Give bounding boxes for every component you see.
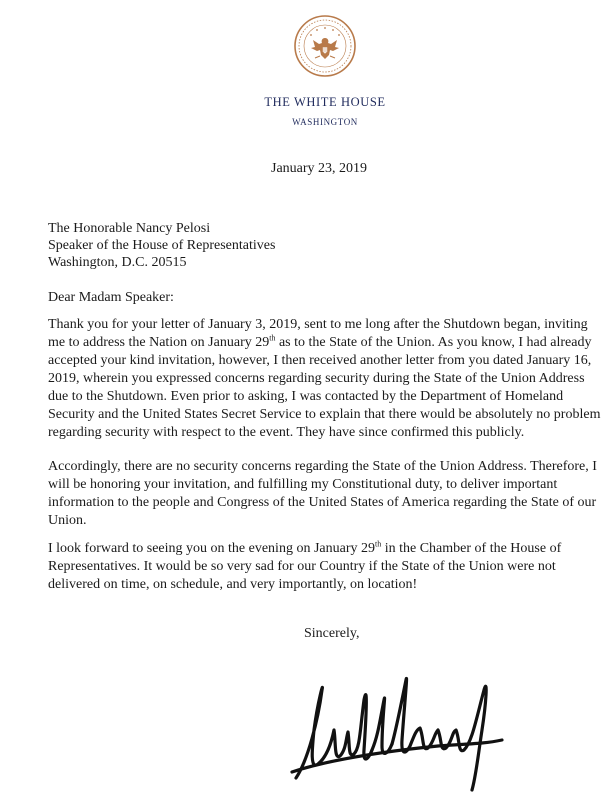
recipient-city: Washington, D.C. 20515 <box>48 255 187 270</box>
paragraph-2: Accordingly, there are no security concerns regarding the State of the Union Address. Therefore, I will be honoring your invitation, and fulfilling my Constitutional duty, to deliver important information to the people and Congress of the United States of America regarding the State of our Union. <box>48 459 597 528</box>
letter-date: January 23, 2019 <box>271 161 368 176</box>
recipient-name: The Honorable Nancy Pelosi <box>48 221 211 236</box>
paragraph-1-part-2: as to the State of the Union. As you know, I had already accepted your kind invitation, however, I then received another letter from you dated January 16, 2019, wherein you expressed concerns regarding security during the State of the Union Address due to the Shutdown. Even prior to asking, I was contacted by the Department of Homeland Security and the United States Secret Service to explain that there would be absolutely no problem regarding security with respect to the event. They have since confirmed this publicly. <box>48 335 601 440</box>
ordinal-suffix: th <box>374 539 382 549</box>
paragraph-3-part-1: I look forward to seeing you on the evening on January 29 <box>48 541 375 556</box>
paragraph-1 <box>48 316 608 442</box>
paragraph-3 <box>48 540 608 594</box>
paragraph-1-part-1: Thank you for your letter of January 3, 2019, sent to me long after the Shutdown began, inviting me to address the Nation on January 29 <box>48 317 588 350</box>
paragraph-3-part-2: in the Chamber of the House of Representatives. It would be so very sad for our Country if the State of the Union were not delivered on time, on schedule, and very importantly, on location! <box>48 541 562 592</box>
handwritten-signature-icon <box>288 660 508 796</box>
letterhead-title: THE WHITE HOUSE <box>264 95 386 109</box>
presidential-seal-icon <box>293 14 357 78</box>
closing: Sincerely, <box>304 626 360 641</box>
recipient-address <box>48 220 275 271</box>
ordinal-suffix: th <box>269 333 276 343</box>
salutation: Dear Madam Speaker: <box>48 290 174 305</box>
recipient-title: Speaker of the House of Representatives <box>48 238 276 253</box>
letterhead-subtitle: WASHINGTON <box>292 117 358 127</box>
